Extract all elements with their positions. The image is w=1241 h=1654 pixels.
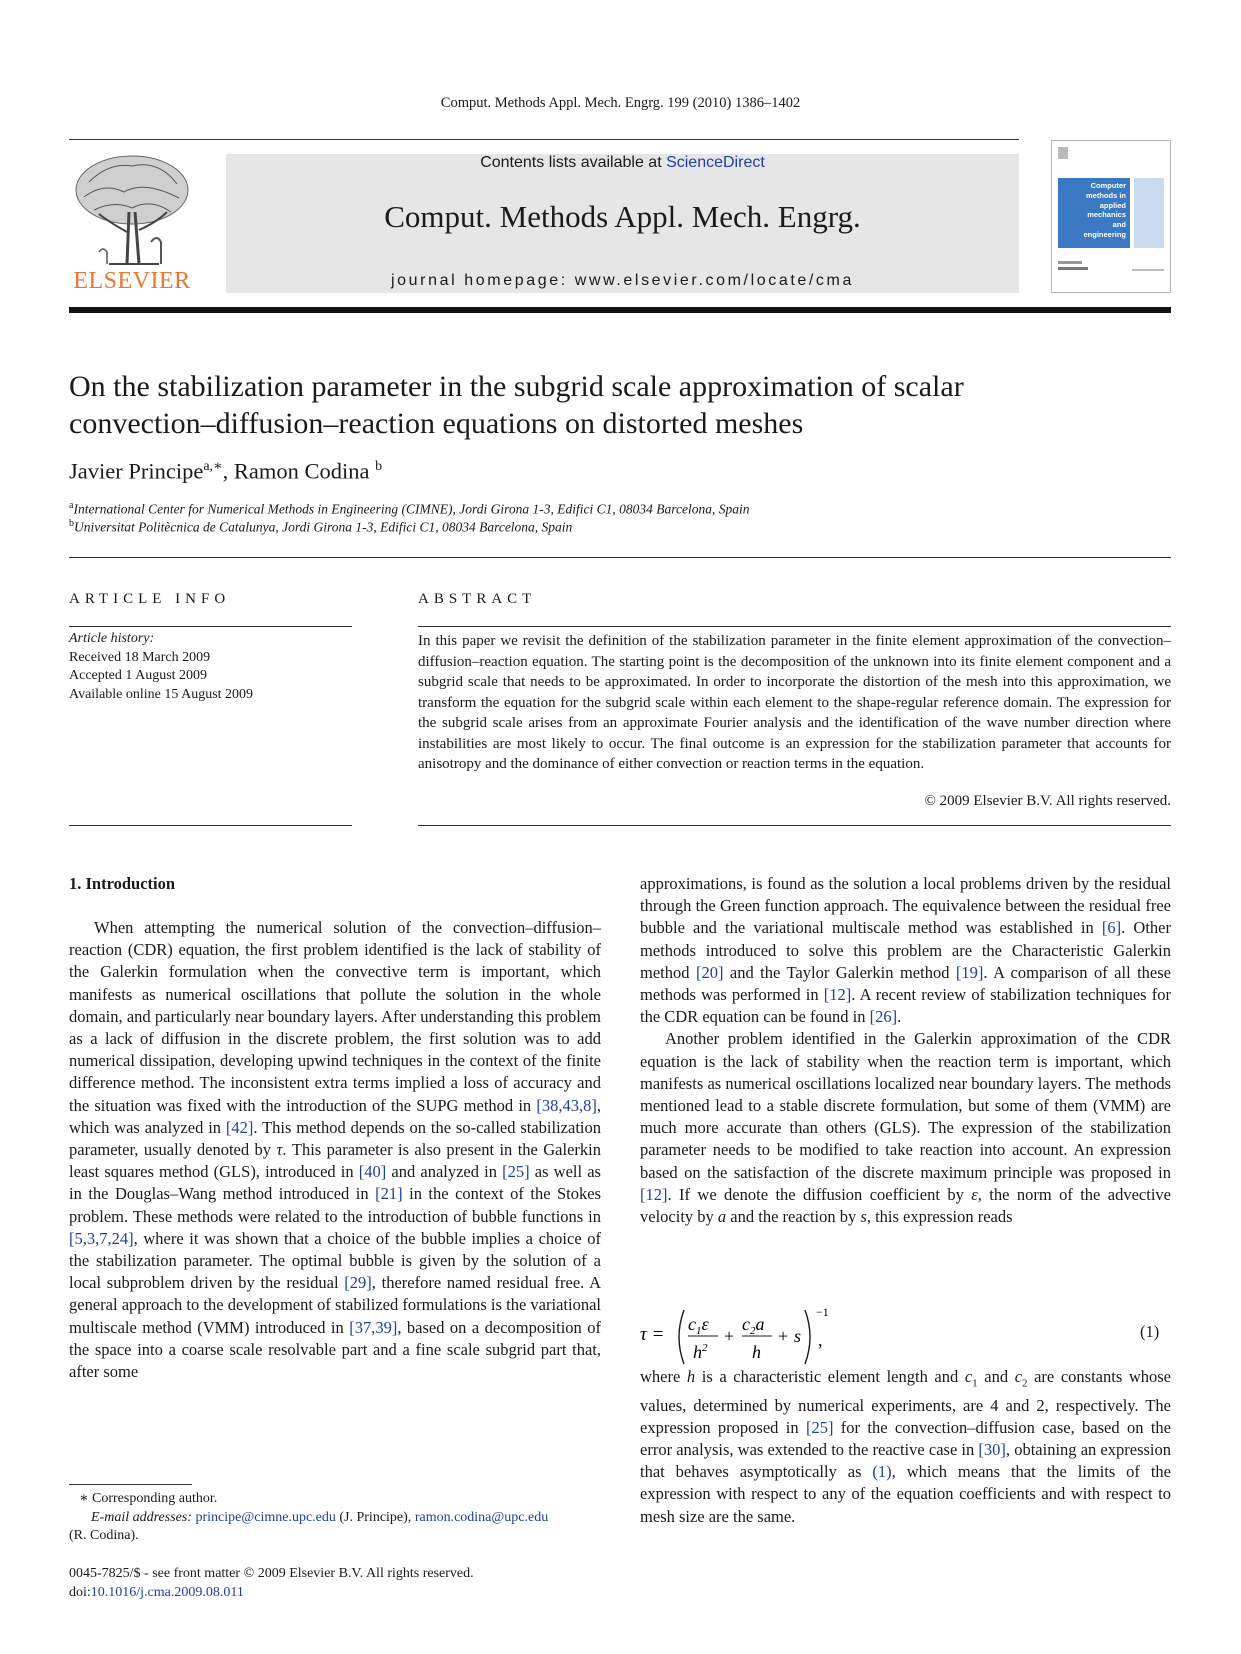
citation-link[interactable]: [40] [358,1162,387,1182]
abstract-text: In this paper we revisit the definition of the stabilization parameter in the finite element approximation of the convection–diffusion–reaction equation. The starting point is the decomposition of the unknown into its finite element component and a subgrid scale that needs to be approximated. In order to incorporate the distortion of the mesh into this approximation, we transform the equation for the subgrid scale within each element to the shape-regular reference domain. The expression for the subgrid scale arises from an approximate Fourier analysis and the identification of the wave number direction where instabilities are most likely to occur. The final outcome is an expression for the stabilization parameter that accounts for anisotropy and the dominance of either convection or reaction terms in the equation. [418,633,1171,772]
citation-link[interactable]: [29] [344,1273,372,1293]
citation-link[interactable]: [12] [640,1184,668,1204]
article-info-rule-bottom [69,825,352,826]
eq-lhs: τ = [640,1324,665,1345]
eq-num2: $c_2a$ [742,1314,765,1337]
eq-den1: $h^2$ [693,1342,708,1362]
email-link-principe[interactable]: principe@cimne.upc.edu [195,1509,336,1525]
journal-title: Comput. Methods Appl. Mech. Engrg. [384,199,861,234]
citation-link[interactable]: [30] [978,1439,1006,1459]
article-title: On the stabilization parameter in the subgrid scale approximation of scalar convection–diffusion–reaction equations on distorted meshes [69,370,964,440]
author-principe-marks[interactable]: a,∗ [203,459,223,474]
elsevier-wordmark: ELSEVIER [73,268,191,294]
eq-right-paren [805,1310,810,1364]
right-column-bottom [640,1366,1171,1528]
sciencedirect-link[interactable]: ScienceDirect [666,154,765,171]
citation-link[interactable]: [21] [375,1184,403,1204]
front-matter [69,1565,474,1602]
affiliation-a: $^a$International Center for Numerical Methods in Engineering (CIMNE), Jordi Girona 1-3, Edifici C1, 08034 Barcelona, Spain [69,500,750,517]
section-heading: 1. Introduction [69,874,176,893]
footnote-rule [69,1484,192,1485]
citation-link[interactable]: [12] [823,985,852,1005]
corresponding-author-note: ∗ Corresponding author. [79,1491,218,1506]
online-date: Available online 15 August 2009 [69,686,254,702]
masthead-thick-rule [69,307,1171,313]
intro-paragraph-2: Another problem identified in the Galerkin approximation of the CDR equation is the lack of stability when the reaction term is important, which manifests as numerical oscillations localized near boundary layers. The methods mentioned lead to a stable discrete formulation, but some of them (VMM) are much more accurate than others (GLS). The expression of the stabilization parameter needs to be modified to take reaction into account. An expression based on the satisfaction of the discrete maximum principle was proposed in [12]. If we denote the diffusion coefficient by ε, the norm of the advective velocity by a and the reaction by s, this expression reads [640,1029,1171,1227]
citation-link[interactable]: [20] [695,962,724,982]
author-codina-mark[interactable]: b [375,459,383,474]
citation-link[interactable]: [38,43,8] [536,1095,597,1115]
equation-number: (1) [1140,1322,1160,1341]
contents-line [226,154,1019,172]
citation-link[interactable]: [26] [869,1007,898,1027]
doi-line: doi:10.1016/j.cma.2009.08.011 [69,1584,244,1600]
contents-prefix: Contents lists available at [480,154,667,171]
eq-plus-1: + [724,1326,735,1346]
email-link-codina[interactable]: ramon.codina@upc.edu [414,1509,549,1525]
article-info-heading: ARTICLE INFO [69,591,231,607]
email-addresses: E-mail addresses: principe@cimne.upc.edu (J. Principe), ramon.codina@upc.edu [91,1509,549,1525]
eq-exponent: −1 [816,1305,829,1319]
author-list: Javier Principe$^{a,∗}$, Ramon Codina $^b$ [69,458,383,484]
intro-paragraph-3: where h is a characteristic element length and $c_1$ and $c_2$ are constants whose values, determined by numerical experiments, are 4 and 2, respectively. The expression proposed in [25] for the convection–diffusion case, based on the error analysis, was extended to the reactive case in [30], obtaining an expression that behaves asymptotically as (1), which means that the limits of the expression with respect to any of the equation coefficients and with respect to mesh size are the same. [640,1367,1171,1526]
citation-link[interactable]: [19] [955,962,984,982]
eq-num1: $c_1\varepsilon$ [688,1314,709,1337]
abstract-rule-top [418,626,1171,627]
author-codina: Ramon Codina [233,458,370,484]
eq-s: s [794,1326,802,1346]
affiliation-divider [69,557,1171,558]
article-info-rule-top [69,626,352,627]
article-history [69,630,253,704]
doi-link[interactable]: 10.1016/j.cma.2009.08.011 [90,1584,244,1600]
abstract-copyright: © 2009 Elsevier B.V. All rights reserved. [924,793,1171,809]
journal-cover-thumbnail [1051,140,1171,293]
eq-left-paren [679,1310,684,1364]
equation-1 [640,1302,1171,1372]
cover-title: Computer methods in applied mechanics and engineering [1083,181,1126,239]
running-head: Comput. Methods Appl. Mech. Engrg. 199 (2010) 1386–1402 [440,95,801,111]
author-principe: Javier Principe [69,458,204,484]
received-date: Received 18 March 2009 [69,649,211,665]
eq-comma: , [818,1330,823,1350]
citation-link[interactable]: [5,3,7,24] [69,1228,134,1248]
right-column-top [640,873,1171,1228]
footnote: ∗ Corresponding author. E-mail addresses: principe@cimne.upc.edu (J. Principe), ramon.codina@upc.edu (R. Codina). [69,1490,601,1546]
history-label: Article history: [69,631,155,646]
accepted-date: Accepted 1 August 2009 [69,668,208,683]
left-column [69,917,601,1383]
eq-den2: h [752,1342,761,1362]
abstract-heading: ABSTRACT [418,591,537,607]
equation-ref-link[interactable]: (1) [872,1462,892,1482]
citation-link[interactable]: [25] [805,1417,834,1437]
abstract-rule-bottom [418,825,1171,826]
journal-homepage[interactable]: journal homepage: www.elsevier.com/locate/cma [391,272,854,289]
intro-paragraph-continued: approximations, is found as the solution a local problems driven by the residual through the Green function approach. The equivalence between the residual free bubble and the variational multiscale method was established in [6]. Other methods introduced to solve this problem are the Characteristic Galerkin method [20] and the Taylor Galerkin method [19]. A comparison of all these methods was performed in [12]. A recent review of stabilization techniques for the CDR equation can be found in [26]. [640,874,1172,1027]
top-rule [69,139,1019,140]
intro-paragraph-1: When attempting the numerical solution of the convection–diffusion–reaction (CDR) equation, the first problem identified is the lack of stability of the Galerkin formulation when the convective term is important, which manifests as numerical oscillations that pollute the solution in the whole domain, and particularly near boundary layers. After understanding this problem as a lack of diffusion in the discrete problem, the first solution was to add numerical dissipation, developing upwind techniques in the context of the finite difference method. The inconsistent extra terms implied a loss of accuracy and the situation was fixed with the introduction of the SUPG method in [38,43,8], which was analyzed in [42]. This method depends on the so-called stabilization parameter, usually denoted by τ. This parameter is also present in the Galerkin least squares method (GLS), introduced in [40] and analyzed in [25] as well as in the Douglas–Wang method introduced in [21] in the context of the Stokes problem. These methods were related to the introduction of bubble functions in [5,3,7,24], where it was shown that a choice of the bubble implies a choice of the stabilization parameter. The optimal bubble is given by the solution of a local subproblem driven by the residual [29], therefore named residual free. A general approach to the development of stabilized formulations is the variational multiscale method (VMM) introduced in [37,39], based on a decomposition of the space into a coarse scale resolvable part and a fine scale subgrid part that, after some [69,918,602,1382]
citation-link[interactable]: [42] [225,1117,254,1137]
eq-plus-2: + [778,1326,789,1346]
affiliation-b: $^b$Universitat Politècnica de Catalunya, Jordi Girona 1-3, Edifici C1, 08034 Barcelona, Spain [69,518,573,535]
citation-link[interactable]: [25] [502,1162,530,1182]
citation-link[interactable]: [6] [1101,918,1122,938]
citation-link[interactable]: [37,39] [349,1317,398,1337]
issn-line: 0045-7825/$ - see front matter © 2009 Elsevier B.V. All rights reserved. [69,1566,474,1581]
